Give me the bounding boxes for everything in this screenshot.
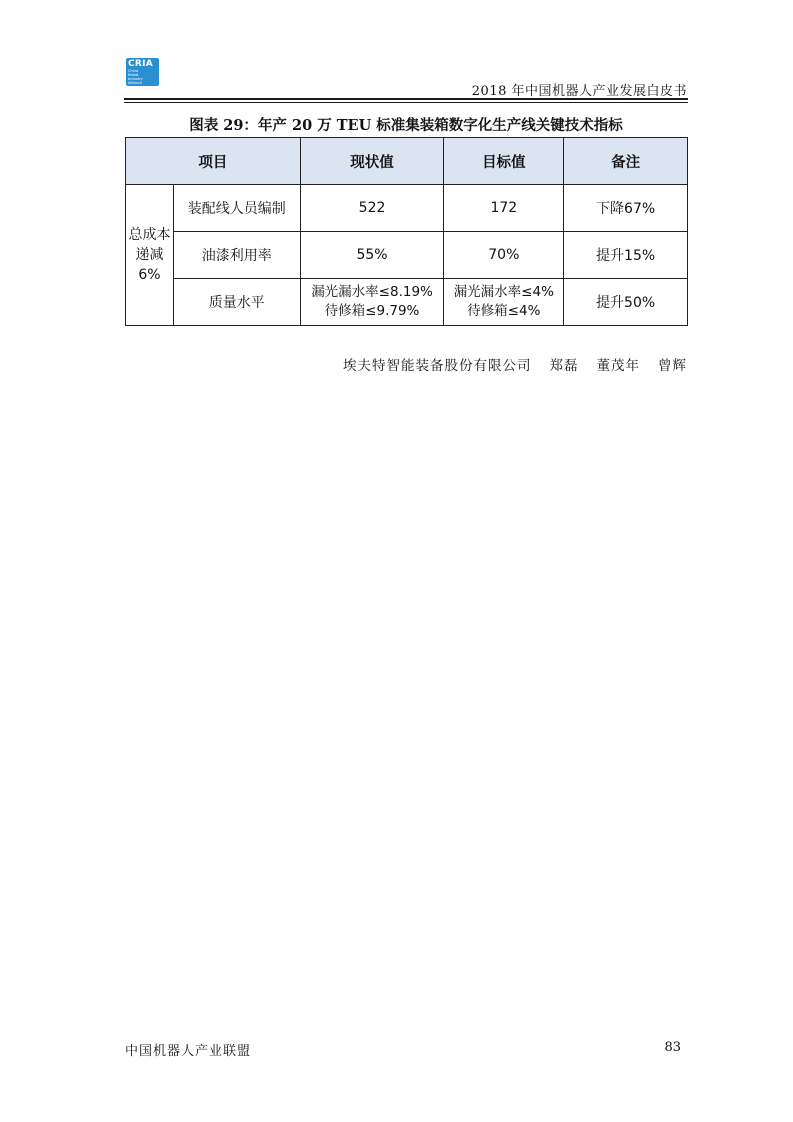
row-item: 油漆利用率 xyxy=(173,232,300,279)
row-note: 下降67% xyxy=(564,185,688,232)
author-company: 埃夫特智能装备股份有限公司 xyxy=(343,358,532,374)
header-rule-thin xyxy=(124,102,688,103)
author-line xyxy=(343,354,687,374)
author-name: 曾辉 xyxy=(658,358,687,374)
logo-sub-4: Alliance xyxy=(128,81,143,85)
footer-org: 中国机器人产业联盟 xyxy=(125,1044,252,1059)
table-caption: 图表 29：年产 20 万 TEU 标准集装箱数字化生产线关键技术指标 xyxy=(189,117,623,134)
header-current: 现状值 xyxy=(300,138,444,185)
row-target xyxy=(444,279,564,326)
logo-text: CRIA xyxy=(128,59,154,69)
row-target: 172 xyxy=(444,185,564,232)
header-target: 目标值 xyxy=(444,138,564,185)
table-row xyxy=(126,279,688,326)
row-item: 质量水平 xyxy=(173,279,300,326)
logo-sub-1: China xyxy=(128,69,139,73)
row-current: 522 xyxy=(300,185,444,232)
header-rule xyxy=(124,98,688,100)
table-row xyxy=(126,185,688,232)
logo-sub-3: Industry xyxy=(128,77,143,81)
author-name: 董茂年 xyxy=(596,358,640,374)
logo-sub-2: Robot xyxy=(128,73,139,77)
table-row xyxy=(126,232,688,279)
row-target-line: 漏光漏水率≤4% xyxy=(453,284,554,300)
row-current: 55% xyxy=(300,232,444,279)
row-current-line: 待修箱≤9.79% xyxy=(324,303,420,319)
group-label xyxy=(126,185,174,326)
row-target-line: 待修箱≤4% xyxy=(467,303,541,319)
row-current xyxy=(300,279,444,326)
group-label-line: 递减 xyxy=(135,247,164,263)
group-label-line: 总成本 xyxy=(128,227,171,243)
header-item: 项目 xyxy=(126,138,301,185)
row-target: 70% xyxy=(444,232,564,279)
table-header-row xyxy=(126,138,688,185)
row-item: 装配线人员编制 xyxy=(173,185,300,232)
tech-indicator-table xyxy=(125,137,688,326)
group-label-line: 6% xyxy=(138,267,161,283)
page-number: 83 xyxy=(664,1040,681,1055)
cria-logo xyxy=(126,58,159,86)
header-note: 备注 xyxy=(564,138,688,185)
author-name: 郑磊 xyxy=(549,358,579,374)
header-title: 2018 年中国机器人产业发展白皮书 xyxy=(471,84,687,99)
row-note: 提升50% xyxy=(564,279,688,326)
row-current-line: 漏光漏水率≤8.19% xyxy=(311,284,433,300)
row-note: 提升15% xyxy=(564,232,688,279)
